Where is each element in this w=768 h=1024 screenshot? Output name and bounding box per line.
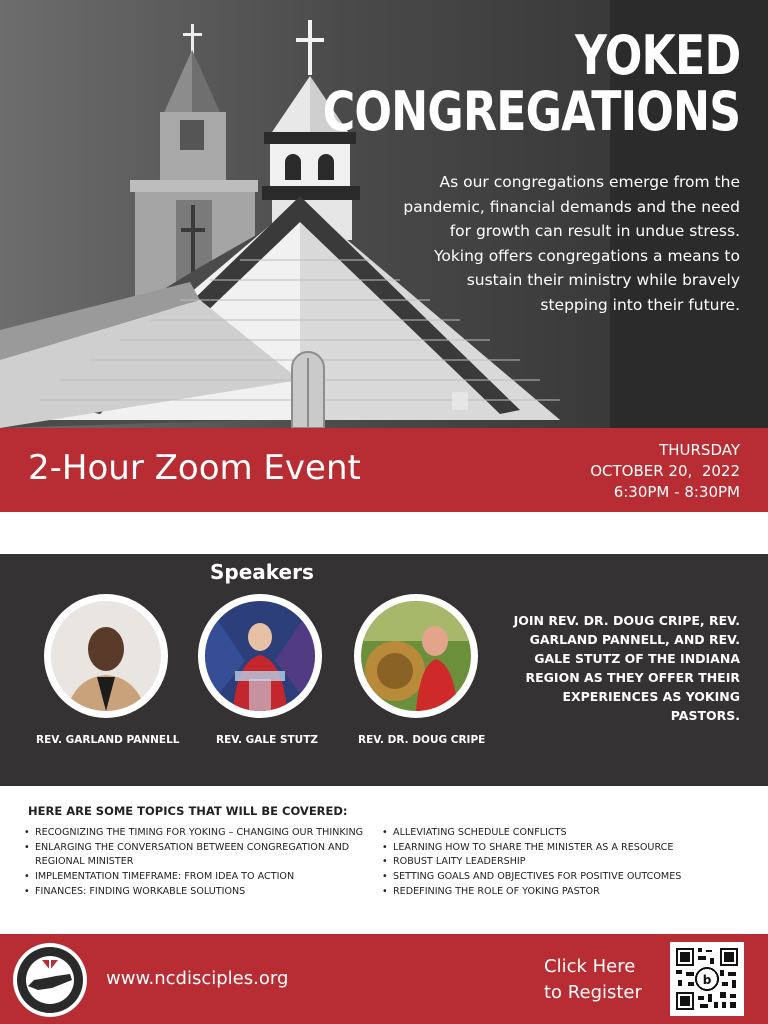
list-item: • ALLEVIATING SCHEDULE CONFLICTS: [382, 826, 742, 841]
speakers-heading: Speakers: [210, 560, 314, 584]
avatar: [205, 601, 315, 711]
nc-disciples-logo-icon: [12, 942, 88, 1018]
list-item: • RECOGNIZING THE TIMING FOR YOKING – CHANGING OUR THINKING: [24, 826, 374, 841]
list-item: • REDEFINING THE ROLE OF YOKING PASTOR: [382, 885, 742, 900]
page-title: [322, 24, 740, 143]
title-line-2: CONGREGATIONS: [322, 80, 740, 143]
speakers-section: [0, 554, 768, 786]
event-day: THURSDAY: [659, 441, 740, 459]
speaker-name-garland: REV. GARLAND PANNELL: [36, 734, 180, 746]
event-title: 2-Hour Zoom Event: [28, 448, 361, 488]
intro-paragraph: As our congregations emerge from the pandemic, financial demands and the need for growth can result in undue stress. Yoking offers congregations a means to sustain their ministry while bravely stepping into their future.: [403, 173, 740, 314]
event-time: 6:30PM - 8:30PM: [613, 483, 740, 501]
speaker-photo-gale: [198, 594, 322, 718]
topics-section: [0, 786, 768, 934]
speaker-photo-garland: [44, 594, 168, 718]
register-line-1: Click Here: [544, 956, 636, 977]
avatar: [361, 601, 471, 711]
event-banner: [0, 428, 768, 512]
title-line-1: YOKED: [574, 24, 740, 87]
topics-list-right: [382, 826, 742, 900]
list-item: • SETTING GOALS AND OBJECTIVES FOR POSITIVE OUTCOMES: [382, 870, 742, 885]
speaker-name-gale: REV. GALE STUTZ: [216, 734, 318, 746]
list-item: • ENLARGING THE CONVERSATION BETWEEN CONGREGATION AND REGIONAL MINISTER: [24, 841, 374, 870]
topics-heading: HERE ARE SOME TOPICS THAT WILL BE COVERED:: [28, 804, 348, 818]
speakers-blurb: JOIN REV. DR. DOUG CRIPE, REV. GARLAND PANNELL, AND REV. GALE STUTZ OF THE INDIANA REGION AS THEY OFFER THEIR EXPERIENCES AS YOKING PASTORS.: [513, 613, 740, 723]
svg-text:b: b: [702, 973, 712, 987]
topics-list-left: [24, 826, 374, 900]
register-line-2: to Register: [544, 982, 642, 1003]
website-link[interactable]: www.ncdisciples.org: [106, 968, 289, 989]
footer: [0, 934, 768, 1024]
speaker-photo-doug: [354, 594, 478, 718]
list-item: • FINANCES: FINDING WORKABLE SOLUTIONS: [24, 885, 374, 900]
event-datetime: [590, 440, 740, 503]
register-button[interactable]: [544, 954, 642, 1006]
hero-section: [0, 0, 768, 428]
avatar: [51, 601, 161, 711]
event-date: OCTOBER 20, 2022: [590, 462, 740, 480]
speaker-name-doug: REV. DR. DOUG CRIPE: [358, 734, 486, 746]
list-item: • IMPLEMENTATION TIMEFRAME: FROM IDEA TO ACTION: [24, 870, 374, 885]
list-item: • ROBUST LAITY LEADERSHIP: [382, 855, 742, 870]
list-item: • LEARNING HOW TO SHARE THE MINISTER AS A RESOURCE: [382, 841, 742, 856]
qr-code-icon[interactable]: [670, 942, 744, 1016]
